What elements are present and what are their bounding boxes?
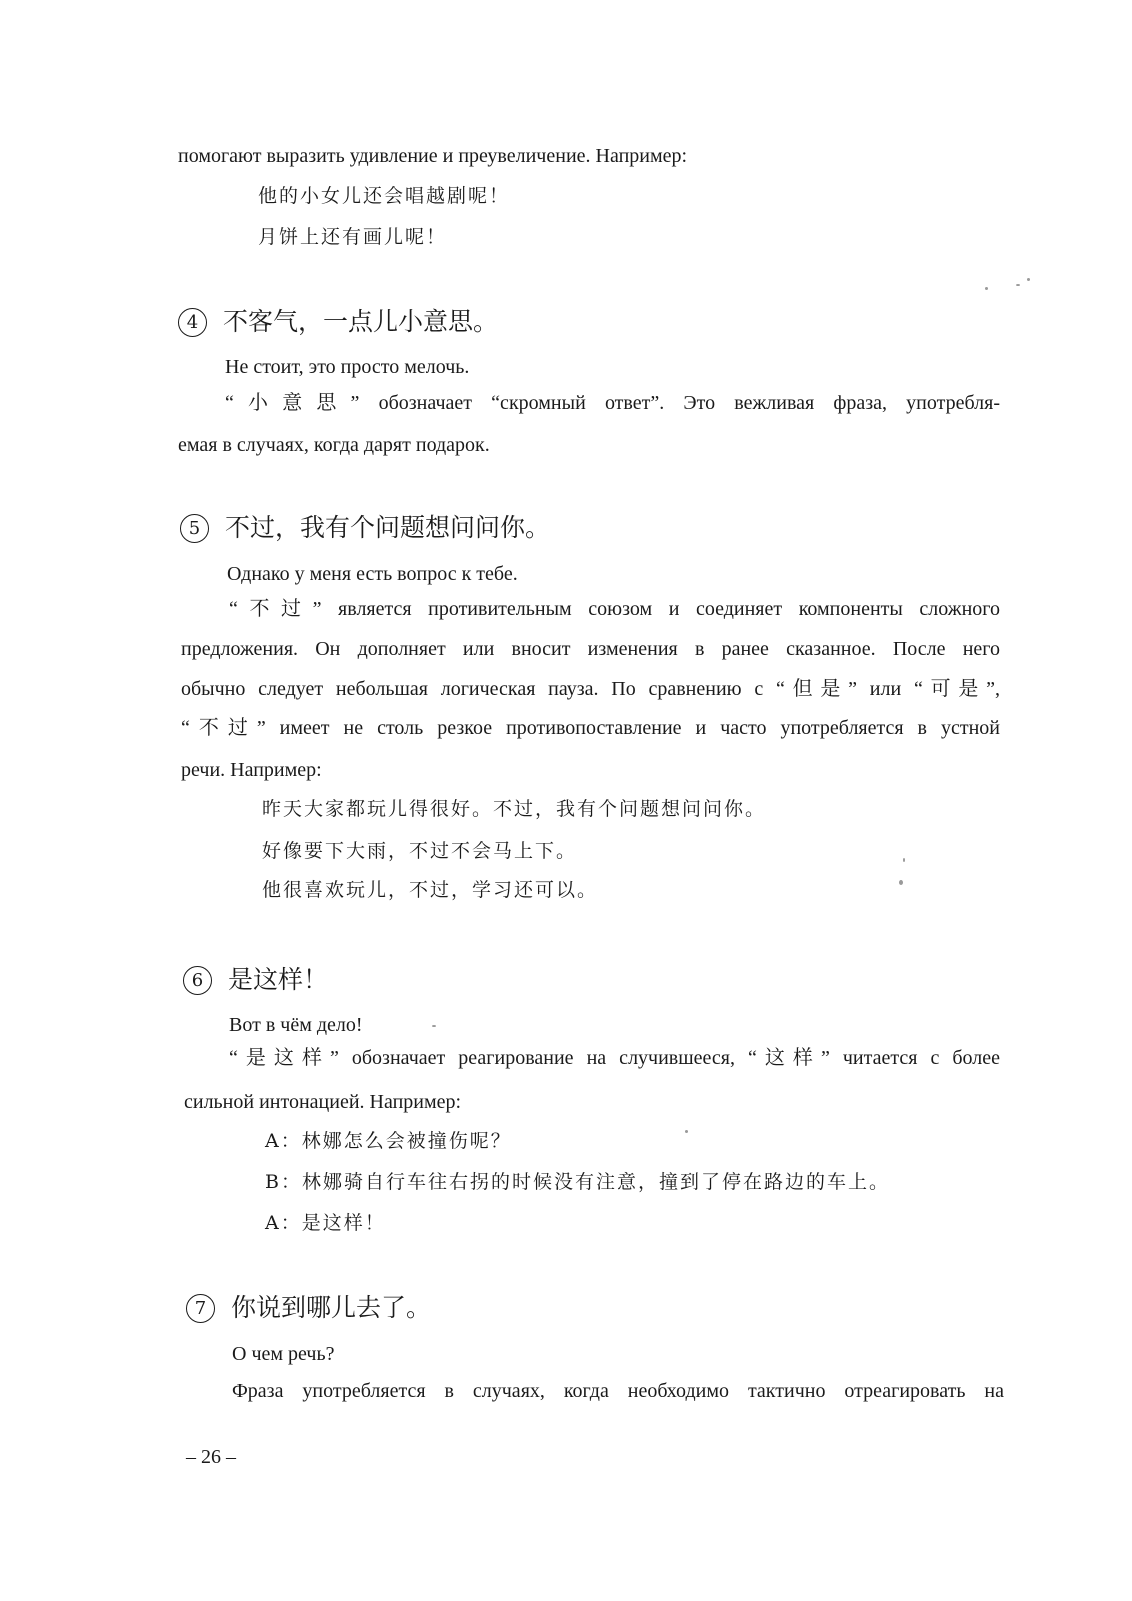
section-title: 你说到哪儿去了。 [231, 1293, 432, 1322]
section-title: 不客气，一点儿小意思。 [223, 307, 499, 336]
scan-speck [903, 858, 905, 862]
section-heading [186, 1292, 431, 1324]
explanation-line: сильной интонацией. Например: [184, 1091, 462, 1113]
explanation-line: речи. Например: [181, 759, 322, 781]
intro-text: помогают выразить удивление и преувеличение. Например: [178, 145, 688, 167]
dialog-line [265, 1128, 512, 1154]
explanation-line: предложения. Он дополняет или вносит изменения в ранее сказанное. После него [181, 638, 1000, 660]
translation: О чем речь? [232, 1343, 335, 1365]
scan-speck [985, 287, 988, 290]
dialog-text: 林娜怎么会被撞伤呢？ [301, 1130, 512, 1152]
dialog-speaker: B： [265, 1171, 302, 1193]
scan-speck [899, 880, 903, 885]
section-number: 5 [180, 514, 209, 543]
example-sentence: 他很喜欢玩儿，不过，学习还可以。 [262, 879, 599, 901]
section-number: 7 [186, 1294, 215, 1323]
example-sentence: 月饼上还有画儿呢！ [258, 226, 448, 248]
explanation-line: обычно следует небольшая логическая пауза. По сравнению с “但是” или “可是”, [181, 678, 1000, 700]
scan-speck [1027, 278, 1030, 281]
explanation-line: “是这样” обозначает реагирование на случившееся, “这样” читается с более [229, 1047, 1000, 1069]
explanation-line: емая в случаях, когда дарят подарок. [178, 434, 490, 456]
dialog-line [265, 1210, 386, 1236]
example-sentence: 昨天大家都玩儿得很好。不过，我有个问题想问问你。 [262, 798, 767, 820]
dialog-line [265, 1169, 890, 1195]
section-heading [183, 964, 328, 996]
scan-speck [432, 1025, 436, 1027]
section-title: 不过，我有个问题想问问你。 [225, 513, 551, 542]
section-heading [178, 306, 498, 338]
scan-speck [685, 1130, 688, 1133]
section-title: 是这样！ [228, 965, 329, 994]
dialog-text: 林娜骑自行车往右拐的时候没有注意，撞到了停在路边的车上。 [301, 1171, 890, 1193]
translation: Однако у меня есть вопрос к тебе. [227, 563, 518, 585]
dialog-speaker: A： [265, 1212, 302, 1234]
dialog-text: 是这样！ [301, 1212, 386, 1234]
explanation-line: Фраза употребляется в случаях, когда необходимо тактично отреагировать на [232, 1380, 1004, 1402]
section-number: 4 [178, 308, 207, 337]
translation: Вот в чём дело! [229, 1014, 363, 1036]
dialog-speaker: A： [265, 1130, 302, 1152]
section-number: 6 [183, 966, 212, 995]
explanation-line: “不过” является противительным союзом и соединяет компоненты сложного [229, 598, 1000, 620]
page-number: – 26 – [186, 1446, 236, 1468]
explanation-line: “小意思” обозначает “скромный ответ”. Это вежливая фраза, употребля- [225, 392, 1000, 414]
scan-speck [1016, 284, 1020, 286]
example-sentence: 他的小女儿还会唱越剧呢！ [258, 185, 511, 207]
translation: Не стоит, это просто мелочь. [225, 356, 470, 378]
example-sentence: 好像要下大雨，不过不会马上下。 [262, 840, 578, 862]
section-heading [180, 512, 550, 544]
explanation-line: “不过” имеет не столь резкое противопоставление и часто употребляется в устной [181, 717, 1000, 739]
